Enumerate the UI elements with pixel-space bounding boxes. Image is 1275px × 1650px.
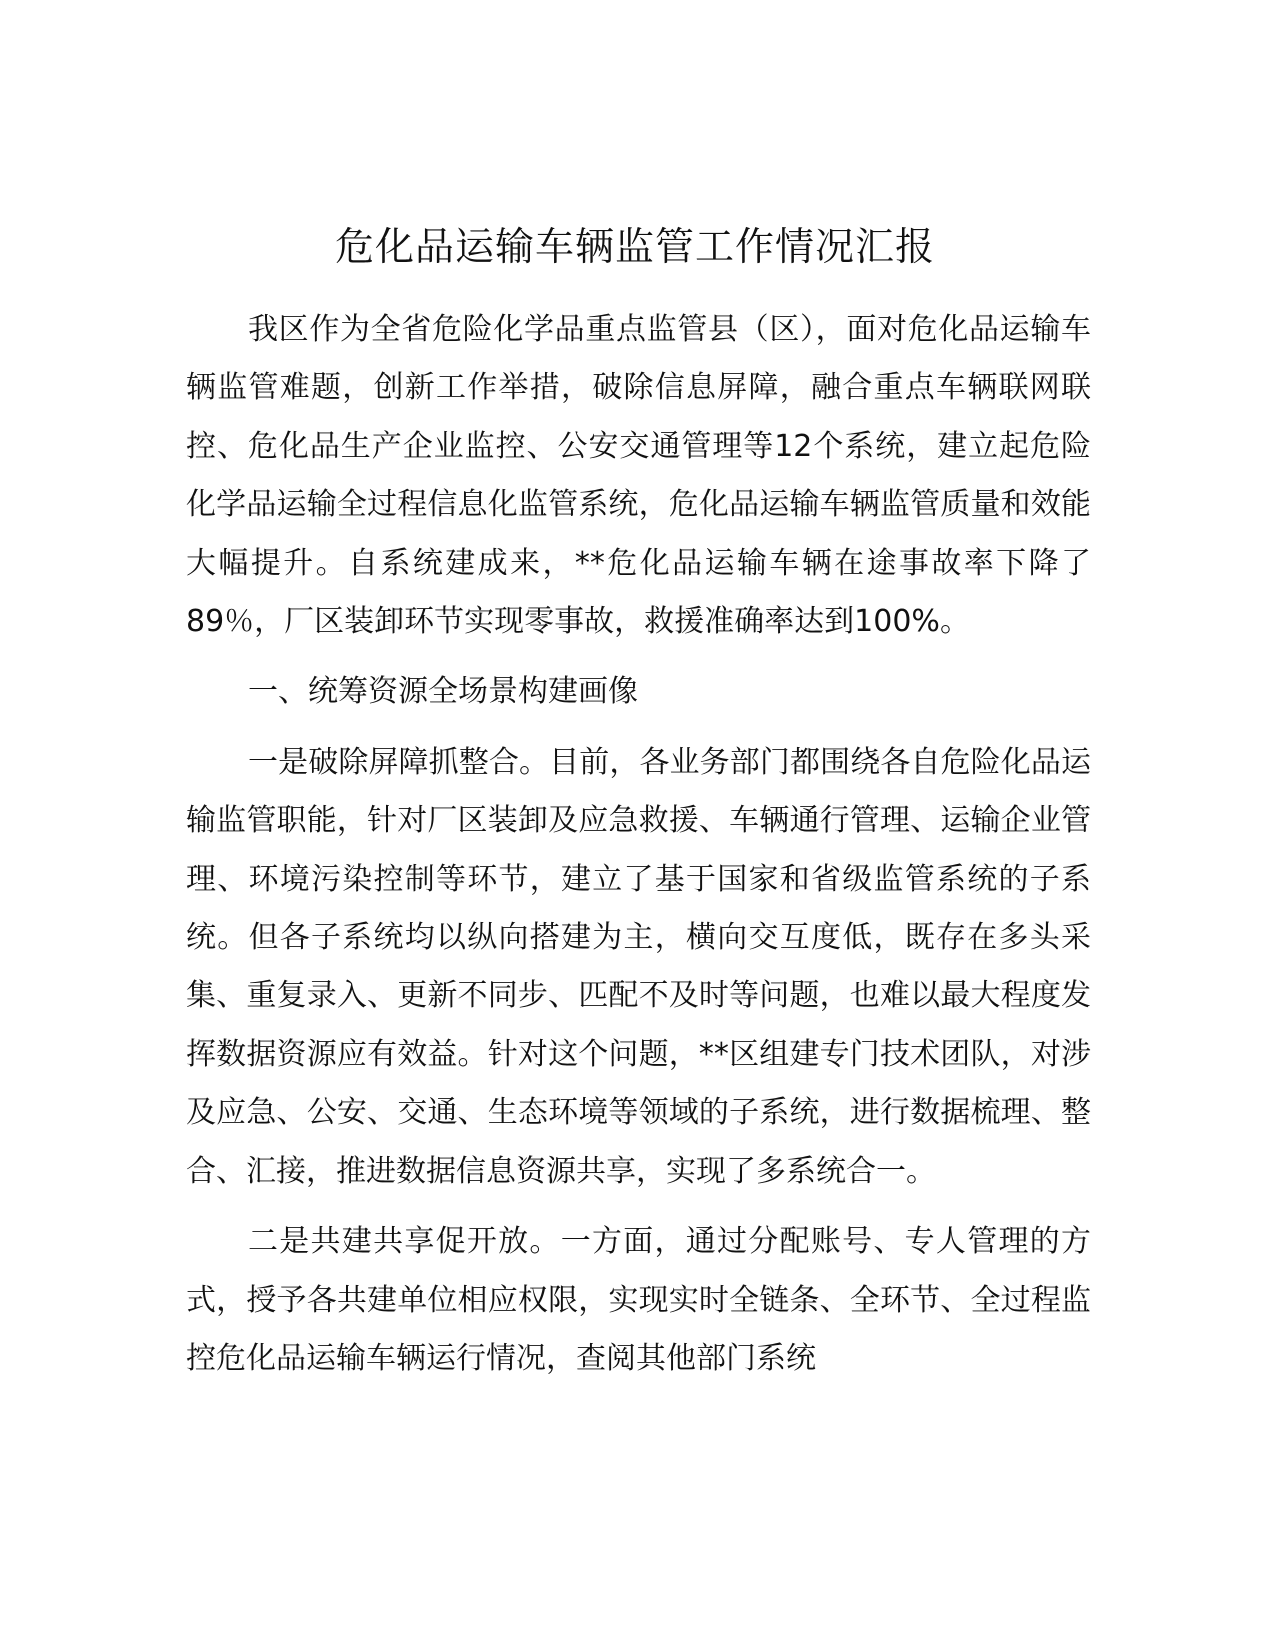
intro-paragraph: 我区作为全省危险化学品重点监管县（区），面对危化品运输车辆监管难题，创新工作举措，破除信息屏障，融合重点车辆联网联控、危化品生产企业监控、公安交通管理等12个系统，建立起危险化学品运输全过程信息化监管系统，危化品运输车辆监管质量和效能大幅提升。自系统建成来，**危化品运输车辆在途事故率下降了89％，厂区装卸环节实现零事故，救援准确率达到100%。 [186, 312, 1091, 640]
document-title: 危化品运输车辆监管工作情况汇报 [334, 225, 935, 270]
paragraph-integration: 一是破除屏障抓整合。目前，各业务部门都围绕各自危险化品运输监管职能，针对厂区装卸及应急救援、车辆通行管理、运输企业管理、环境污染控制等环节，建立了基于国家和省级监管系统的子系统。但各子系统均以纵向搭建为主，横向交互度低，既存在多头采集、重复录入、更新不同步、匹配不及时等问题，也难以最大程度发挥数据资源应有效益。针对这个问题，**区组建专门技术团队，对涉及应急、公安、交通、生态环境等领域的子系统，进行数据梳理、整合、汇接，推进数据信息资源共享，实现了多系统合一。 [186, 744, 1091, 1189]
document-body [186, 301, 1091, 1388]
section-heading-1: 一、统筹资源全场景构建画像 [248, 674, 638, 710]
paragraph-sharing: 二是共建共享促开放。一方面，通过分配账号、专人管理的方式，授予各共建单位相应权限，实现实时全链条、全环节、全过程监控危化品运输车辆运行情况，查阅其他部门系统 [186, 1224, 1091, 1376]
